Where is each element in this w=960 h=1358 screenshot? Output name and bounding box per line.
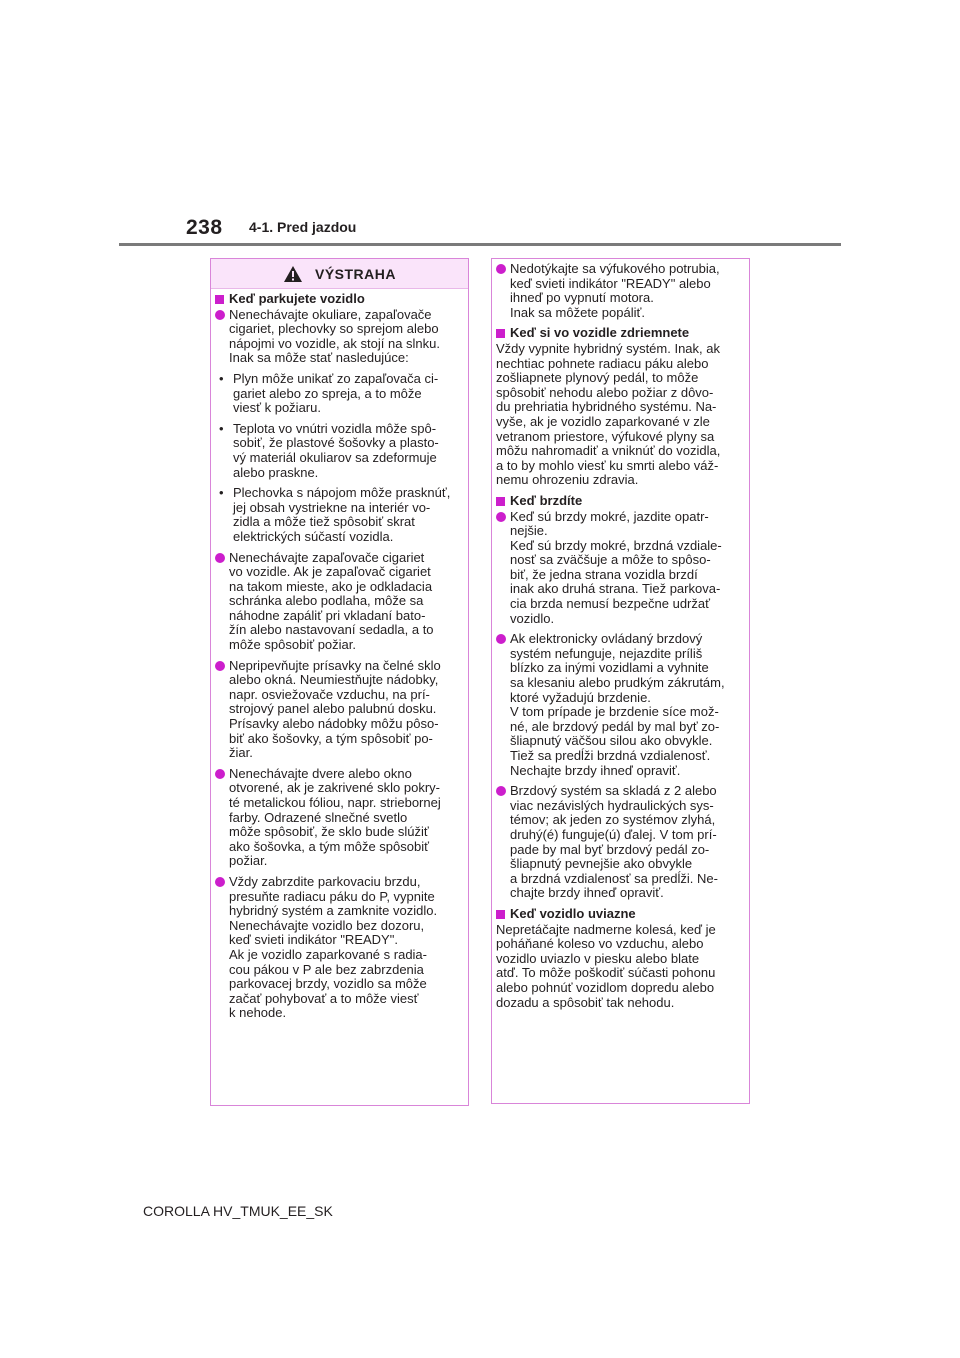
heading-text: Keď si vo vozidle zdriemnete: [510, 325, 690, 341]
text-line: Nepripevňujte prísavky na čelné sklo: [229, 657, 441, 673]
text-line: strojový panel alebo palubnú dosku.: [229, 701, 437, 717]
text-line: môže spôsobiť, že sklo bude slúžiť: [229, 824, 429, 840]
text-line: né, ale brzdový pedál by mal byť zo-: [510, 718, 720, 734]
round-bullet-icon: [215, 769, 225, 779]
list-item: [215, 308, 464, 366]
text-line: Plechovka s nápojom môže prasknúť,: [233, 485, 451, 501]
text-line: schránka alebo podlaha, môže sa: [229, 593, 424, 609]
text-line: presuňte radiacu páku do P, vypnite: [229, 888, 435, 904]
text-line: cia brzda nemusí bezpečne udržať: [510, 596, 710, 612]
text-line: pade by mal byť brzdový pedál zo-: [510, 841, 710, 857]
warning-triangle-icon: [283, 265, 303, 283]
square-bullet-icon: [496, 329, 505, 338]
header-rule: [119, 243, 841, 246]
round-bullet-icon: [215, 553, 225, 563]
text-line: začať pohybovať a to môže viesť: [229, 990, 419, 1006]
text-line: sa klesaniu alebo prudkým zákrutám,: [510, 675, 725, 691]
text-line: Tiež sa predĺži brzdná vzdialenosť.: [510, 748, 711, 763]
list-item: [215, 659, 464, 761]
warning-header: [211, 259, 468, 289]
sub-list-item: [215, 372, 464, 416]
text-line: Keď sú brzdy mokré, brzdná vzdiale-: [510, 537, 722, 553]
list-item: [496, 262, 745, 320]
text-line: viac nezávislých hydraulických sys-: [510, 797, 714, 813]
text-line: alebo praskne.: [233, 464, 319, 480]
text-line: vozidlo.: [510, 610, 555, 626]
text-line: druhý(é) funguje(ú) ďalej. V tom prí-: [510, 826, 717, 842]
text-line: alebo pohnúť vozidlom dopredu alebo: [496, 979, 715, 995]
text-line: biť, že jedna strana vozidla brzdí: [510, 566, 698, 582]
text-line: na takom mieste, ako je odkladacia: [229, 578, 433, 594]
text-line: šliapnutý pevnejšie ako obvykle: [510, 856, 693, 872]
text-line: ako šošovka, a tým môže spôsobiť: [229, 838, 429, 854]
paragraph: [496, 923, 745, 1011]
text-line: Ak je vozidlo zaparkované s radia-: [229, 946, 427, 962]
text-line: šliapnutý väčšou silou ako obvykle.: [510, 733, 713, 749]
text-line: té metalickou fóliou, napr. striebornej: [229, 795, 441, 810]
list-item: [215, 767, 464, 869]
section-title: 4-1. Pred jazdou: [249, 219, 357, 235]
text-line: a brzdná vzdialenosť sa predĺži. Ne-: [510, 870, 718, 886]
text-line: vý materiál okuliarov sa zdeformuje: [233, 449, 437, 465]
square-bullet-icon: [496, 910, 505, 919]
text-line: zidla a môže tiež spôsobiť skrat: [233, 514, 415, 530]
round-bullet-icon: [496, 634, 506, 644]
text-line: farby. Odrazené slnečné svetlo: [229, 809, 408, 825]
round-bullet-icon: [496, 264, 506, 274]
heading-text: Keď parkujete vozidlo: [229, 291, 365, 306]
heading-braking: [496, 494, 745, 509]
text-line: témov; ak jeden zo systémov zlyhá,: [510, 812, 716, 828]
text-line: cigariet, plechovky so sprejom alebo: [229, 321, 439, 337]
text-line: spôsobiť nehodu alebo požiar z dôvo-: [496, 384, 714, 400]
text-line: žín alebo nastavovaní sedadla, a to: [229, 622, 434, 638]
text-line: Brzdový systém sa skladá z 2 alebo: [510, 783, 717, 799]
text-line: viesť k požiaru.: [233, 400, 321, 416]
text-line: Plyn môže unikať zo zapaľovača ci-: [233, 370, 439, 386]
page-number: 238: [186, 216, 223, 239]
text-line: nejšie.: [510, 523, 548, 539]
text-line: ktoré vyžadujú brzdenie.: [510, 689, 651, 705]
text-line: Nenechávajte okuliare, zapaľovače: [229, 306, 432, 322]
text-line: vozidlo uviazlo v piesku alebo blate: [496, 950, 700, 966]
text-line: keď svieti indikátor "READY".: [229, 932, 398, 948]
text-line: a to by mohlo viesť ku smrti alebo váž-: [496, 457, 719, 473]
round-bullet-icon: [496, 786, 506, 796]
text-line: nemu ohrozeniu zdravia.: [496, 472, 639, 488]
text-line: požiar.: [229, 853, 268, 869]
text-line: Teplota vo vnútri vozidla môže spô-: [233, 420, 437, 436]
list-item: [496, 632, 745, 778]
warning-box-right: [491, 258, 750, 1104]
text-line: Nenechávajte vozidlo bez dozoru,: [229, 917, 425, 933]
footer-model-code: COROLLA HV_TMUK_EE_SK: [143, 1203, 333, 1219]
text-line: inak ako druhá strana. Tiež parkova-: [510, 581, 721, 597]
round-bullet-icon: [215, 877, 225, 887]
dot-bullet-icon: •: [219, 420, 224, 436]
text-line: Inak sa môže stať nasledujúce:: [229, 350, 409, 366]
heading-text: Keď brzdíte: [510, 492, 583, 508]
text-line: poháňané koleso vo vzduchu, alebo: [496, 936, 704, 952]
warning-box-left: [210, 258, 469, 1106]
text-line: nechtiac pohnete radiacu páku alebo: [496, 355, 709, 371]
text-line: vyše, ak je vozidlo zaparkované v zle: [496, 413, 710, 429]
text-line: Nepretáčajte nadmerne kolesá, keď je: [496, 921, 716, 937]
heading-stuck: [496, 907, 745, 922]
text-line: jej obsah vystriekne na interiér vo-: [233, 499, 431, 515]
text-line: hybridný systém a zamknite vozidlo.: [229, 903, 438, 919]
text-line: vo vozidle. Ak je zapaľovač cigariet: [229, 564, 431, 580]
text-line: Ak elektronicky ovládaný brzdový: [510, 631, 703, 647]
text-line: biť ako šošovky, a tým spôsobiť po-: [229, 730, 433, 746]
text-line: otvorené, ak je zakrivené sklo pokry-: [229, 780, 440, 796]
text-line: môžu nahromadiť a vniknúť do vozidla,: [496, 443, 721, 459]
text-line: napr. osviežovače vzduchu, na prí-: [229, 686, 430, 702]
text-line: Nenechávajte dvere alebo okno: [229, 765, 412, 781]
text-line: elektrických súčastí vozidla.: [233, 528, 394, 544]
text-line: dozadu a spôsobiť tak nehodu.: [496, 994, 675, 1010]
text-line: nápojmi vo vozidle, ak stojí na slnku.: [229, 335, 440, 351]
text-line: atď. To môže poškodiť súčasti pohonu: [496, 965, 716, 981]
round-bullet-icon: [215, 310, 225, 320]
list-item: [496, 784, 745, 901]
heading-nap: [496, 326, 745, 341]
text-line: alebo okná. Neumiestňujte nádobky,: [229, 672, 439, 688]
heading-text: Keď vozidlo uviazne: [510, 905, 636, 921]
text-line: ihneď po vypnutí motora.: [510, 290, 654, 306]
list-item: [215, 875, 464, 1021]
text-line: parkovacej brzdy, vozidlo sa môže: [229, 976, 427, 992]
round-bullet-icon: [496, 512, 506, 522]
sub-list-item: [215, 422, 464, 480]
text-line: vetranom priestore, výfukové plyny sa: [496, 428, 715, 444]
list-item: [215, 551, 464, 653]
text-line: Nedotýkajte sa výfukového potrubia,: [510, 261, 720, 276]
text-line: du prehriatia hybridného systému. Na-: [496, 399, 717, 415]
text-line: blízko za inými vozidlami a vyhnite: [510, 660, 709, 676]
text-line: Vždy zabrzdite parkovaciu brzdu,: [229, 873, 421, 889]
paragraph: [496, 342, 745, 488]
text-line: sobiť, že plastové šošovky a plasto-: [233, 435, 439, 451]
list-item: [496, 510, 745, 627]
heading-parking: [215, 292, 464, 307]
square-bullet-icon: [215, 295, 224, 304]
text-line: Prísavky alebo nádobky môžu pôso-: [229, 716, 439, 732]
text-line: nosť sa zväčšuje a môže to spôso-: [510, 552, 711, 568]
text-line: Keď sú brzdy mokré, jazdite opatr-: [510, 508, 709, 524]
text-line: žiar.: [229, 745, 253, 761]
text-line: Nechajte brzdy ihneď opraviť.: [510, 762, 681, 778]
text-line: Nenechávajte zapaľovače cigariet: [229, 549, 425, 565]
text-line: gariet alebo zo spreja, a to môže: [233, 385, 422, 401]
sub-list-item: [215, 486, 464, 544]
text-line: V tom prípade je brzdenie síce mož-: [510, 704, 719, 720]
text-line: zošliapnete plynový pedál, to môže: [496, 370, 699, 386]
text-line: náhodne zapáliť pri vkladaní bato-: [229, 607, 426, 623]
round-bullet-icon: [215, 661, 225, 671]
warning-title: VÝSTRAHA: [314, 265, 396, 282]
dot-bullet-icon: •: [219, 485, 224, 501]
text-line: k nehode.: [229, 1005, 287, 1021]
text-line: systém nefunguje, nejazdite príliš: [510, 645, 703, 661]
dot-bullet-icon: •: [219, 370, 224, 386]
text-line: Vždy vypnite hybridný systém. Inak, ak: [496, 340, 720, 356]
text-line: cou pákou v P ale bez zabrzdenia: [229, 961, 424, 977]
text-line: môže spôsobiť požiar.: [229, 637, 356, 653]
text-line: Inak sa môžete popáliť.: [510, 304, 645, 320]
square-bullet-icon: [496, 497, 505, 506]
text-line: chajte brzdy ihneď opraviť.: [510, 885, 664, 901]
text-line: keď svieti indikátor "READY" alebo: [510, 275, 711, 291]
